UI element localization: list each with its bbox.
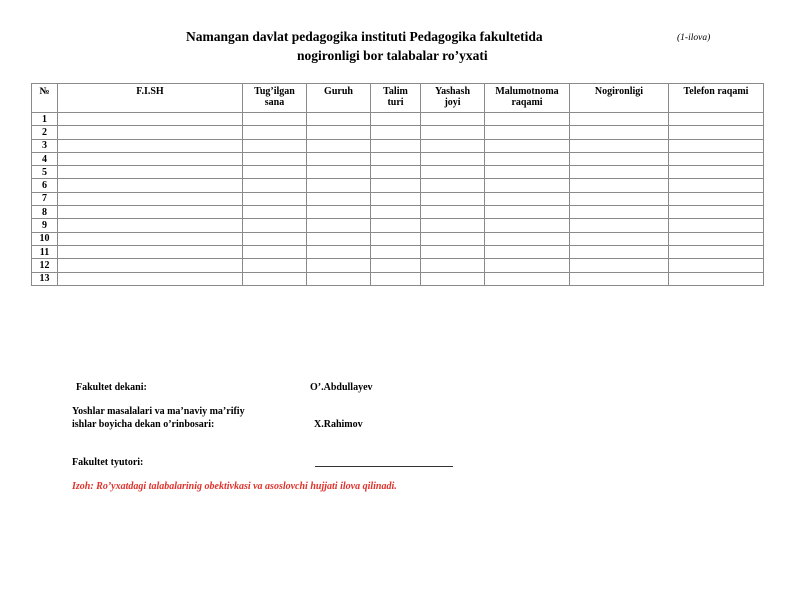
table-cell[interactable] (421, 126, 485, 139)
column-header (570, 84, 669, 113)
table-row (32, 192, 764, 205)
table-cell[interactable] (307, 272, 371, 285)
table-cell[interactable] (421, 192, 485, 205)
table-cell[interactable] (58, 139, 243, 152)
table-cell[interactable] (58, 272, 243, 285)
table-cell[interactable] (485, 259, 570, 272)
table-row (32, 206, 764, 219)
column-header (421, 84, 485, 113)
deputy-dean-label-line1: Yoshlar masalalari va ma’naviy ma’rifiy (72, 406, 245, 417)
table-cell[interactable] (669, 206, 764, 219)
table-cell[interactable] (307, 139, 371, 152)
deputy-dean-name: X.Rahimov (314, 419, 363, 430)
table-cell[interactable] (58, 126, 243, 139)
table-cell[interactable] (371, 113, 421, 126)
table-cell[interactable] (485, 192, 570, 205)
document-subtitle: nogironligi bor talabalar ro’yxati (297, 48, 488, 63)
table-cell[interactable] (243, 113, 307, 126)
table-cell[interactable] (371, 272, 421, 285)
table-cell[interactable] (307, 259, 371, 272)
table-cell[interactable] (307, 245, 371, 258)
table-cell[interactable] (421, 152, 485, 165)
table-cell[interactable] (307, 152, 371, 165)
table-row (32, 232, 764, 245)
table-cell[interactable] (371, 206, 421, 219)
table-cell[interactable] (485, 139, 570, 152)
table-cell[interactable] (58, 179, 243, 192)
table-cell[interactable] (669, 179, 764, 192)
table-cell[interactable] (243, 219, 307, 232)
table-row (32, 166, 764, 179)
table-cell[interactable] (421, 206, 485, 219)
row-number: 6 (32, 179, 58, 192)
table-cell[interactable] (485, 126, 570, 139)
table-cell[interactable] (485, 219, 570, 232)
table-cell[interactable] (421, 166, 485, 179)
column-header-line1: Talim (383, 86, 408, 97)
table-cell[interactable] (371, 152, 421, 165)
table-cell[interactable] (570, 152, 669, 165)
table-cell[interactable] (570, 179, 669, 192)
table-cell[interactable] (371, 139, 421, 152)
table-cell[interactable] (570, 219, 669, 232)
table-cell[interactable] (243, 232, 307, 245)
dean-name: O’.Abdullayev (310, 382, 373, 393)
table-cell[interactable] (485, 272, 570, 285)
table-cell[interactable] (570, 259, 669, 272)
table-cell[interactable] (421, 259, 485, 272)
table-cell[interactable] (371, 245, 421, 258)
table-cell[interactable] (669, 152, 764, 165)
table-cell[interactable] (669, 232, 764, 245)
table-row (32, 113, 764, 126)
footnote: Izoh: Ro’yxatdagi talabalarinig obektivkasi va asoslovchi hujjati ilova qilinadi. (72, 481, 397, 492)
row-number: 7 (32, 192, 58, 205)
table-cell[interactable] (570, 272, 669, 285)
column-header-line2: joyi (444, 97, 461, 108)
table-cell[interactable] (307, 219, 371, 232)
column-header-line1: Malumotnoma (495, 86, 559, 97)
table-cell[interactable] (243, 179, 307, 192)
column-header-line2: sana (264, 97, 285, 108)
table-cell[interactable] (307, 126, 371, 139)
table-cell[interactable] (485, 232, 570, 245)
tutor-signature-line[interactable] (315, 466, 453, 467)
appendix-label: (1-ilova) (677, 33, 711, 43)
column-header (485, 84, 570, 113)
table-cell[interactable] (307, 232, 371, 245)
table-cell[interactable] (371, 232, 421, 245)
table-cell[interactable] (485, 166, 570, 179)
table-row (32, 126, 764, 139)
row-number: 4 (32, 152, 58, 165)
table-cell[interactable] (243, 192, 307, 205)
table-row (32, 139, 764, 152)
table-cell[interactable] (421, 113, 485, 126)
table-cell[interactable] (570, 139, 669, 152)
table-cell[interactable] (421, 219, 485, 232)
row-number: 12 (32, 259, 58, 272)
table-cell[interactable] (243, 245, 307, 258)
table-cell[interactable] (58, 219, 243, 232)
table-cell[interactable] (58, 206, 243, 219)
column-header-line1: Yashash (434, 86, 471, 97)
table-cell[interactable] (669, 139, 764, 152)
column-header-line1: Nogironligi (594, 86, 644, 97)
table-cell[interactable] (243, 272, 307, 285)
table-cell[interactable] (570, 206, 669, 219)
table-header-row (32, 84, 764, 113)
table-row (32, 179, 764, 192)
table-cell[interactable] (307, 113, 371, 126)
table-cell[interactable] (485, 245, 570, 258)
table-cell[interactable] (371, 219, 421, 232)
column-header (307, 84, 371, 113)
document-title: Namangan davlat pedagogika instituti Pedagogika fakultetida (186, 29, 543, 44)
table-row (32, 272, 764, 285)
table-cell[interactable] (485, 206, 570, 219)
table-cell[interactable] (570, 113, 669, 126)
table-cell[interactable] (307, 206, 371, 219)
student-roster-table (31, 83, 764, 286)
column-header (669, 84, 764, 113)
table-cell[interactable] (371, 179, 421, 192)
column-header-line1: Guruh (324, 86, 353, 97)
table-cell[interactable] (243, 139, 307, 152)
table-cell[interactable] (669, 192, 764, 205)
column-header-line1: № (39, 86, 50, 97)
table-cell[interactable] (243, 166, 307, 179)
column-header (58, 84, 243, 113)
table-cell[interactable] (371, 192, 421, 205)
table-cell[interactable] (371, 259, 421, 272)
column-header-line2: turi (387, 97, 404, 108)
table-cell[interactable] (58, 259, 243, 272)
column-header (371, 84, 421, 113)
table-cell[interactable] (570, 166, 669, 179)
table-cell[interactable] (485, 113, 570, 126)
table-cell[interactable] (58, 232, 243, 245)
table-cell[interactable] (58, 245, 243, 258)
table-cell[interactable] (421, 272, 485, 285)
table-cell[interactable] (243, 126, 307, 139)
table-cell[interactable] (570, 192, 669, 205)
table-cell[interactable] (570, 126, 669, 139)
table-cell[interactable] (570, 232, 669, 245)
table-cell[interactable] (669, 259, 764, 272)
deputy-dean-label-line2: ishlar boyicha dekan o’rinbosari: (72, 419, 215, 430)
table-row (32, 259, 764, 272)
tutor-label: Fakultet tyutori: (72, 457, 144, 468)
column-header (243, 84, 307, 113)
table-cell[interactable] (421, 245, 485, 258)
table-row (32, 219, 764, 232)
table-cell[interactable] (307, 166, 371, 179)
row-number: 13 (32, 272, 58, 285)
row-number: 2 (32, 126, 58, 139)
row-number: 5 (32, 166, 58, 179)
table-cell[interactable] (243, 152, 307, 165)
dean-label: Fakultet dekani: (76, 382, 147, 393)
column-header-line1: Tug’ilgan (254, 86, 295, 97)
table-cell[interactable] (669, 219, 764, 232)
table-cell[interactable] (371, 166, 421, 179)
row-number: 3 (32, 139, 58, 152)
table-row (32, 245, 764, 258)
table-body (32, 113, 764, 286)
table-cell[interactable] (669, 166, 764, 179)
table-cell[interactable] (243, 206, 307, 219)
table-cell[interactable] (58, 166, 243, 179)
table-cell[interactable] (485, 152, 570, 165)
table-cell[interactable] (669, 113, 764, 126)
column-header-line1: Telefon raqami (683, 86, 749, 97)
table-row (32, 152, 764, 165)
table-cell[interactable] (421, 232, 485, 245)
table-cell[interactable] (669, 245, 764, 258)
table-cell[interactable] (58, 113, 243, 126)
table-cell[interactable] (421, 179, 485, 192)
table-cell[interactable] (669, 272, 764, 285)
row-number: 9 (32, 219, 58, 232)
column-header (32, 84, 58, 113)
table-cell[interactable] (58, 192, 243, 205)
row-number: 11 (32, 245, 58, 258)
column-header-line2: raqami (511, 97, 543, 108)
row-number: 10 (32, 232, 58, 245)
table-cell[interactable] (307, 179, 371, 192)
table-cell[interactable] (243, 259, 307, 272)
table-cell[interactable] (485, 179, 570, 192)
table-cell[interactable] (58, 152, 243, 165)
table-cell[interactable] (307, 192, 371, 205)
row-number: 1 (32, 113, 58, 126)
table-cell[interactable] (570, 245, 669, 258)
table-cell[interactable] (371, 126, 421, 139)
column-header-line1: F.I.SH (136, 86, 164, 97)
row-number: 8 (32, 206, 58, 219)
table-cell[interactable] (421, 139, 485, 152)
table-cell[interactable] (669, 126, 764, 139)
